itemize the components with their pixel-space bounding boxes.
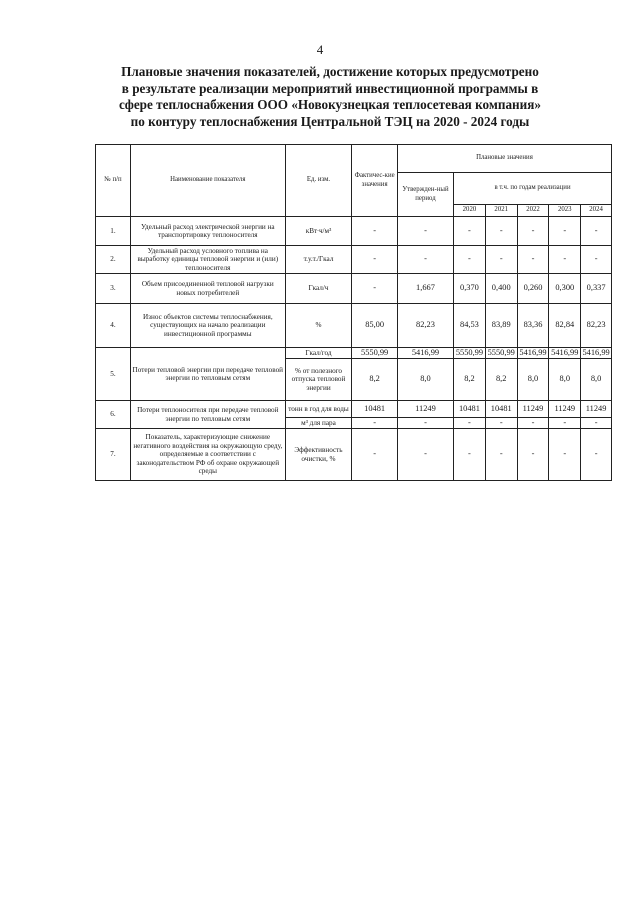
row-actual: - <box>352 418 398 429</box>
row-year-value: 83,89 <box>485 304 517 348</box>
header-year: 2021 <box>485 205 517 217</box>
row-name: Объем присоединенной тепловой нагрузки новых потребителей <box>130 274 285 304</box>
document-title <box>60 64 600 130</box>
row-year-value: 11249 <box>517 401 549 418</box>
table-row <box>96 246 612 274</box>
row-year-value: - <box>581 217 612 246</box>
header-year: 2022 <box>517 205 549 217</box>
row-actual: - <box>352 429 398 481</box>
row-name: Потери тепловой энергии при передаче тепловой энергии по тепловым сетям <box>130 348 285 401</box>
row-name: Удельный расход электрической энергии на транспортировку теплоносителя <box>130 217 285 246</box>
row-approved: 1,667 <box>397 274 453 304</box>
header-year: 2024 <box>581 205 612 217</box>
row-year-value: - <box>517 418 549 429</box>
row-year-value: 0,300 <box>549 274 581 304</box>
row-year-value: - <box>517 429 549 481</box>
row-year-value: 5550,99 <box>454 348 486 359</box>
row-year-value: 5416,99 <box>517 348 549 359</box>
row-actual: - <box>352 217 398 246</box>
row-name: Износ объектов системы теплоснабжения, существующих на начало реализации инвестиционной программы <box>130 304 285 348</box>
row-actual: - <box>352 274 398 304</box>
row-year-value: - <box>454 429 486 481</box>
row-year-value: - <box>485 217 517 246</box>
row-year-value: 8,2 <box>454 359 486 401</box>
header-planned: Плановые значения <box>397 145 611 173</box>
row-unit: % от полезного отпуска тепловой энергии <box>285 359 352 401</box>
row-year-value: 8,2 <box>485 359 517 401</box>
row-num: 6. <box>96 401 131 429</box>
row-num: 3. <box>96 274 131 304</box>
row-actual: 10481 <box>352 401 398 418</box>
table-row <box>96 401 612 418</box>
table-row <box>96 304 612 348</box>
row-year-value: - <box>517 246 549 274</box>
row-unit: м³ для пара <box>285 418 352 429</box>
row-year-value: - <box>549 418 581 429</box>
table-row <box>96 429 612 481</box>
row-approved: - <box>397 217 453 246</box>
row-year-value: 0,337 <box>581 274 612 304</box>
row-year-value: - <box>485 246 517 274</box>
row-year-value: - <box>454 418 486 429</box>
row-actual: 8,2 <box>352 359 398 401</box>
row-name: Показатель, характеризующие снижение негативного воздействия на окружающую среду, определяемые в соответствии с законодательством РФ об охране окружающей среды <box>130 429 285 481</box>
row-year-value: 84,53 <box>454 304 486 348</box>
row-name: Удельный расход условного топлива на выработку единицы тепловой энергии и (или) теплоносителя <box>130 246 285 274</box>
row-unit: Гкал/ч <box>285 274 352 304</box>
title-line: сфере теплоснабжения ООО «Новокузнецкая теплосетевая компания» <box>119 97 541 112</box>
row-year-value: 11249 <box>581 401 612 418</box>
row-year-value: - <box>549 429 581 481</box>
table-row <box>96 217 612 246</box>
row-year-value: - <box>454 246 486 274</box>
row-num: 5. <box>96 348 131 401</box>
row-unit: Эффективность очистки, % <box>285 429 352 481</box>
indicators-table <box>95 144 612 481</box>
row-year-value: 5416,99 <box>582 347 610 357</box>
row-year-value: - <box>485 429 517 481</box>
row-year-value: 0,400 <box>485 274 517 304</box>
row-actual: 5550,99 <box>352 348 398 359</box>
row-unit: т.у.т./Гкал <box>285 246 352 274</box>
header-actual: Фактичес-кие значения <box>352 145 398 217</box>
row-approved: 8,0 <box>397 359 453 401</box>
row-num: 1. <box>96 217 131 246</box>
row-year-value: - <box>454 217 486 246</box>
title-line: по контуру теплоснабжения Центральной ТЭЦ на 2020 - 2024 годы <box>130 113 530 129</box>
row-year-value: - <box>517 217 549 246</box>
row-unit: % <box>285 304 352 348</box>
row-unit: кВт∙ч/м³ <box>285 217 352 246</box>
row-year-value: 82,84 <box>549 304 581 348</box>
row-year-value: - <box>485 418 517 429</box>
row-year-value: - <box>549 217 581 246</box>
header-by-year: в т.ч. по годам реализации <box>454 173 612 205</box>
row-actual: 85,00 <box>352 304 398 348</box>
row-year-value: 10481 <box>454 401 486 418</box>
page-number: 4 <box>316 42 324 57</box>
row-year-value: 8,0 <box>517 359 549 401</box>
header-name: Наименование показателя <box>130 145 285 217</box>
row-actual: - <box>352 246 398 274</box>
title-line: Плановые значения показателей, достижение которых предусмотрено <box>121 64 539 79</box>
header-year: 2020 <box>454 205 486 217</box>
row-year-value: 10481 <box>485 401 517 418</box>
row-year-value: - <box>549 246 581 274</box>
row-approved: 11249 <box>397 401 453 418</box>
row-num: 2. <box>96 246 131 274</box>
table-row <box>96 274 612 304</box>
row-year-value: 82,23 <box>581 304 612 348</box>
row-year-value: 5550,99 <box>485 348 517 359</box>
row-year-value: - <box>581 429 612 481</box>
row-num: 4. <box>96 304 131 348</box>
row-unit: Гкал/год <box>285 348 352 359</box>
header-num: № п/п <box>96 145 131 217</box>
row-approved: - <box>397 246 453 274</box>
row-year-value: - <box>581 246 612 274</box>
row-year-value: 8,0 <box>581 359 612 401</box>
header-unit: Ед. изм. <box>285 145 352 217</box>
row-approved: 82,23 <box>397 304 453 348</box>
row-year-value: 0,370 <box>454 274 486 304</box>
row-year-value: 0,260 <box>517 274 549 304</box>
title-line: в результате реализации мероприятий инвестиционной программы в <box>121 80 539 96</box>
row-unit: тонн в год для воды <box>285 401 352 418</box>
row-approved: - <box>397 429 453 481</box>
table-row <box>96 348 612 359</box>
row-year-value: 83,36 <box>517 304 549 348</box>
row-name: Потери теплоносителя при передаче тепловой энергии по тепловым сетям <box>130 401 285 429</box>
row-num: 7. <box>96 429 131 481</box>
row-year-value: 8,0 <box>549 359 581 401</box>
row-year-value: 5416,99 <box>549 348 581 359</box>
header-year: 2023 <box>549 205 581 217</box>
row-approved: 5416,99 <box>397 348 453 359</box>
header-approved: Утвержден-ный период <box>397 173 453 217</box>
row-year-value: - <box>581 418 612 429</box>
row-year-value: 11249 <box>549 401 581 418</box>
row-approved: - <box>397 418 453 429</box>
